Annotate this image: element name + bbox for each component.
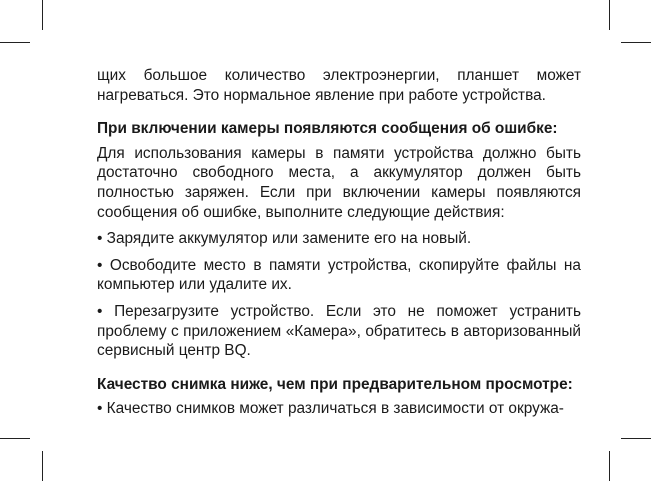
crop-mark xyxy=(42,451,43,481)
bullet-item: • Зарядите аккумулятор или замените его на новый. xyxy=(97,230,472,248)
bullet-item: • Перезагрузите устройство. Если это не поможет устранить проблему с приложением «Камера», обратитесь в авторизованный сервисный центр BQ. xyxy=(97,302,581,360)
crop-mark xyxy=(0,42,30,43)
camera-errors-paragraph: Для использования камеры в памяти устройства должно быть достаточно свободного места, а аккумулятор должен быть полностью заряжен. Если при включении камеры появляются сообщения об ошибке, выполните следующие действия: xyxy=(97,144,581,221)
crop-mark xyxy=(609,0,610,30)
bullet-item: • Освободите место в памяти устройства, скопируйте файлы на компьютер или удалите их. xyxy=(97,256,581,294)
crop-mark xyxy=(42,0,43,30)
section-heading-camera-errors: При включении камеры появляются сообщения об ошибке: xyxy=(97,120,558,138)
intro-paragraph: щих большое количество электроэнергии, планшет может нагреваться. Это нормальное явление при работе устройства. xyxy=(97,67,581,104)
crop-mark xyxy=(621,42,651,43)
document-page xyxy=(97,66,581,419)
crop-mark xyxy=(609,451,610,481)
crop-mark xyxy=(0,438,30,439)
section-heading-image-quality: Качество снимка ниже, чем при предварительном просмотре: xyxy=(97,375,573,393)
bullet-item: • Качество снимков может различаться в зависимости от окружа- xyxy=(97,400,564,418)
crop-mark xyxy=(621,438,651,439)
